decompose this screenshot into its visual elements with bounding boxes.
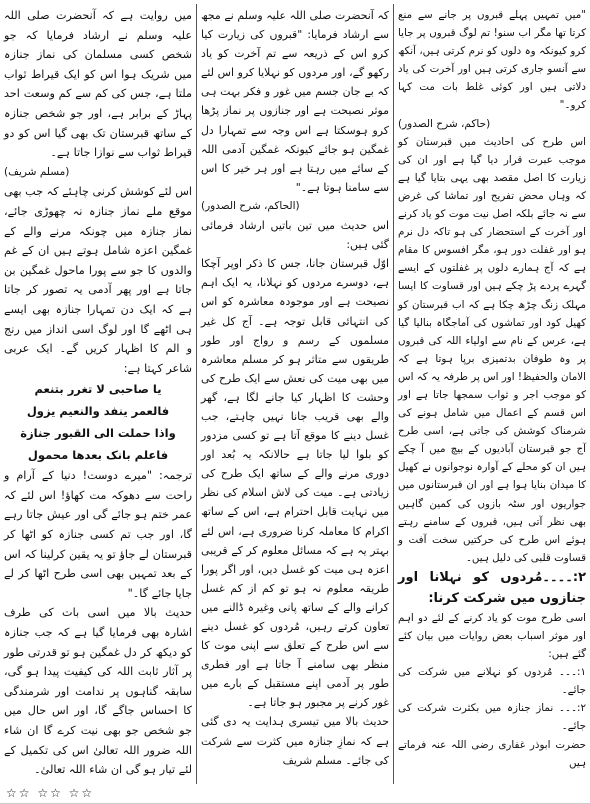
body-paragraph: اوّل قبرستان جانا، جس کا ذکر اوپر آچکا ہے، دوسرے مردوں کو نہلانا، یہ ایک اہم نصیحت ہے اور موجودہ معاشرہ کو اس کی انتہائی قابل توجہ ہے۔ آج کل غیر مسلموں کے رسم و رواج اور طور طریقوں سے متاثر ہو کر مسلم معاشرہ میں بھی میت کی نعش سے ایک طرح کی وحشت کا اظہار کیا جانے لگا ہے، گھر والے بھی قریب جانا نہیں چاہتے، جب غسل دینے کا موقع آتا ہے تو کسی مزدور کو بلوا لیا جاتا ہے حالانکہ یہ بُعد اور دوری مرنے والے کے ساتھ ایک طرح کی زیادتی ہے۔ میت کی لاش اسلام کی نظر میں نہایت قابل احترام ہے، اس کے ساتھ اکرام کا معاملہ کرنا ضروری ہے، اس لئے بہتر یہ ہے کہ مسائل معلوم کر کے قریبی اعزہ ہی میت کو غسل دیں، اور اگر پورا طریقہ معلوم نہ ہو تو کم از کم غسل کرانے والے کے ساتھ پانی وغیرہ ڈالنے میں تعاون کرتے رہیں، مُردوں کو غسل دینے سے اس طرح کے تعلق سے اپنی موت کا منظر بھی سامنے آ جاتا ہے اور فطری طور پر آدمی اپنے مستقبل کے بارے میں غور کرنے پر مجبور ہو جاتا ہے۔ (201, 257, 389, 710)
reference: (مسلم شریف) (4, 165, 70, 178)
column-divider (196, 4, 197, 784)
star-ornament: ☆☆ ☆☆ ☆☆ (6, 786, 95, 800)
body-paragraph: اس لئے کوشش کرنی چاہئے کہ جب بھی موقع ملے نماز جنازہ نہ چھوڑی جائے، نماز جنازہ میں چونکہ مرنے والے کے غمگین اعزہ شامل ہوتے ہیں ان کے غم والدوں کا جو سے پورا ماحول غمگین بن جاتا ہے اور پھر آدمی یہ تصور کر جاتا ہے کہ ایک دن تمہارا جنازہ بھی ایسے ہی اٹھے گا اور لوگ اسی انداز میں رنج و الم کا اظہار کریں گے۔ ایک عربی شاعر کہتا ہے: (4, 185, 192, 375)
body-paragraph: حضرت ابوذر غفاری رضی اللہ عنہ فرماتے ہیں (398, 738, 586, 769)
body-paragraph: حدیث بالا میں اسی بات کی طرف اشارہ بھی فرمایا گیا ہے کہ جب جنازہ کو دیکھ کر دل غمگین ہو تو قدرتی طور پر آثار ثابت اللہ کی کیفیت پیدا ہو گی، سابقہ گناہوں پر ندامت اور شرمندگی کا احساس جاگے گا، اور اس حال میں جو شخص جو بھی نیت کرے گا ان شاء اللہ ضرور اللہ تعالیٰ اس کی تکمیل کے لئے تیار ہو گی ان شاء اللہ تعالیٰ۔ (4, 606, 192, 777)
arabic-verse: واذا حملت الی القبور جنازة (20, 426, 176, 441)
body-paragraph: میں روایت ہے کہ آنحضرت صلی اللہ علیہ وسلم نے ارشاد فرمایا کہ جو شخص کسی مسلمان کی نماز جنازہ میں شریک ہوا اس کو ایک قیراط ثواب ملتا ہے، جس کی کم سے کم وسعت احد پہاڑ کے برابر ہے، اور جو شخص جنازہ کے ساتھ قبرستان تک بھی گیا اس کو دو قیراط ثواب سے نوازا جاتا ہے۔ (4, 9, 192, 160)
body-paragraph: اسی طرح موت کو یاد کرنے کے لئے دو اہم اور موثر اسباب بعض روایات میں بیان کئے گئے ہیں: (398, 611, 586, 661)
column-divider (393, 4, 394, 784)
list-item: ۱:۔۔۔ مُردوں کو نہلانے میں شرکت کی جائے۔ (398, 666, 586, 697)
column-right (398, 6, 586, 772)
arabic-verse: فالعمر ینفد والنعیم یزول (26, 404, 170, 419)
reference: (حاکم، شرح الصدور) (398, 117, 491, 130)
reference: (الحاکم، شرح الصدور) (201, 199, 300, 212)
translation: ترجمہ: "میرے دوست! دنیا کے آرام و راحت سے دھوکہ مت کھاؤ! اس لئے کہ عمر ختم ہو جائے گی اور عیش جاتا رہے گا، اور جب تم کسی جنازہ کو اٹھا کر قبرستان لے جاؤ تو یہ یقین کرلینا کہ اس کے بعد تمہیں بھی اسی طرح اٹھا کر لے جایا جائے گا۔" (4, 469, 192, 600)
hadith-quote: کہ آنحضرت صلی اللہ علیہ وسلم نے مجھ سے ارشاد فرمایا: "قبروں کی زیارت کیا کرو اس کے ذریعہ سے تم آخرت کو یاد رکھو گے، اور مردوں کو نہلایا کرو اس لئے کہ بے جان جسم میں غور و فکر بہت ہی موثر نصیحت ہے اور جنازوں پر نماز پڑھا کرو ہوسکتا ہے اس وجہ سے تمہارا دل غمگین ہو جائے کیونکہ غمگین آدمی اللہ کے سائے میں رہتا ہے اور ہر خیر کا اس سے سامنا ہوتا ہے۔" (201, 9, 389, 194)
body-paragraph: حدیث بالا میں تیسری ہدایت یہ دی گئی ہے کہ نمازِ جنازہ میں کثرت سے شرکت کی جائے۔ مسلم شریف (201, 715, 389, 767)
body-paragraph: اس طرح کی احادیث میں قبرستان کو موجب عبرت قرار دیا گیا ہے اور ان کی زیارت کا اصل مقصد بھی یہی بتایا گیا ہے کہ وہاں محض تفریح اور تماشا کی غرض سے نہ جائے بلکہ اصل نیت موت کو یاد کرنے اور آخرت کے استحضار کی ہو تاکہ دل نرم ہو اور غفلت دور ہو، مگر افسوس کا مقام ہے کہ آج ہمارے دلوں پر غفلتوں کے ایسے گہرے پردے پڑ چکے ہیں اور قساوت کا ایسا مہلک زنگ چڑھ چکا ہے کہ اب قبرستان کو کھیل کود اور تماشوں کی آماجگاہ بنالیا گیا ہے، عرس کے نام سے اولیاء اللہ کی قبروں پر وہ طوفان بدتمیزی برپا ہوتا ہے کہ الامان والحفیظ! اور اس پر طرفہ یہ کہ اس کو موجب اجر و ثواب سمجھا جاتا ہے اور اس قسم کے اعمال میں شامل ہونے کی شرمناک کوشش کی جاتی ہے، اسی طرح آج جو قبرستان آبادیوں کے بیچ میں آ چکے ہیں ان کو محلے کے آوارہ نوجوانوں نے کھیل کا میدان بنایا ہوا ہے اور ان قبرستانوں میں جواریوں اور سٹہ بازوں کی کمین گاہیں بھی نظر آتی ہیں، قبروں کے سامنے رہتے ہوئے اس طرح کی حرکتیں سخت آفت و قساوت قلبی کی دلیل ہیں۔ (398, 135, 586, 564)
column-left (4, 6, 192, 780)
section-heading: ۲:۔۔۔۔مُردوں کو نہلانا اور جنازوں میں شرکت کرنا: (398, 569, 586, 606)
arabic-verse: فاعلم بانک بعدها محمول (27, 448, 169, 463)
column-middle (201, 6, 389, 770)
arabic-verse: یا صاحبی لا تغرر بتنعم (34, 382, 162, 397)
list-item: ۲:۔۔۔ نماز جنازہ میں بکثرت شرکت کی جائے۔ (398, 702, 586, 733)
body-paragraph: اس حدیث میں تین باتیں ارشاد فرمائی گئی ہیں: (201, 219, 389, 252)
hadith-quote: "میں تمہیں پہلے قبروں پر جانے سے منع کرتا تھا مگر اب سنو! تم لوگ قبروں پر جایا کرو کیونکہ وہ دلوں کو نرم کرتی ہیں، آنکھ سے آنسو جاری کرتی ہیں اور آخرت کی یاد دلاتی ہیں اور کوئی غلط بات مت کہا کرو۔" (398, 9, 586, 112)
